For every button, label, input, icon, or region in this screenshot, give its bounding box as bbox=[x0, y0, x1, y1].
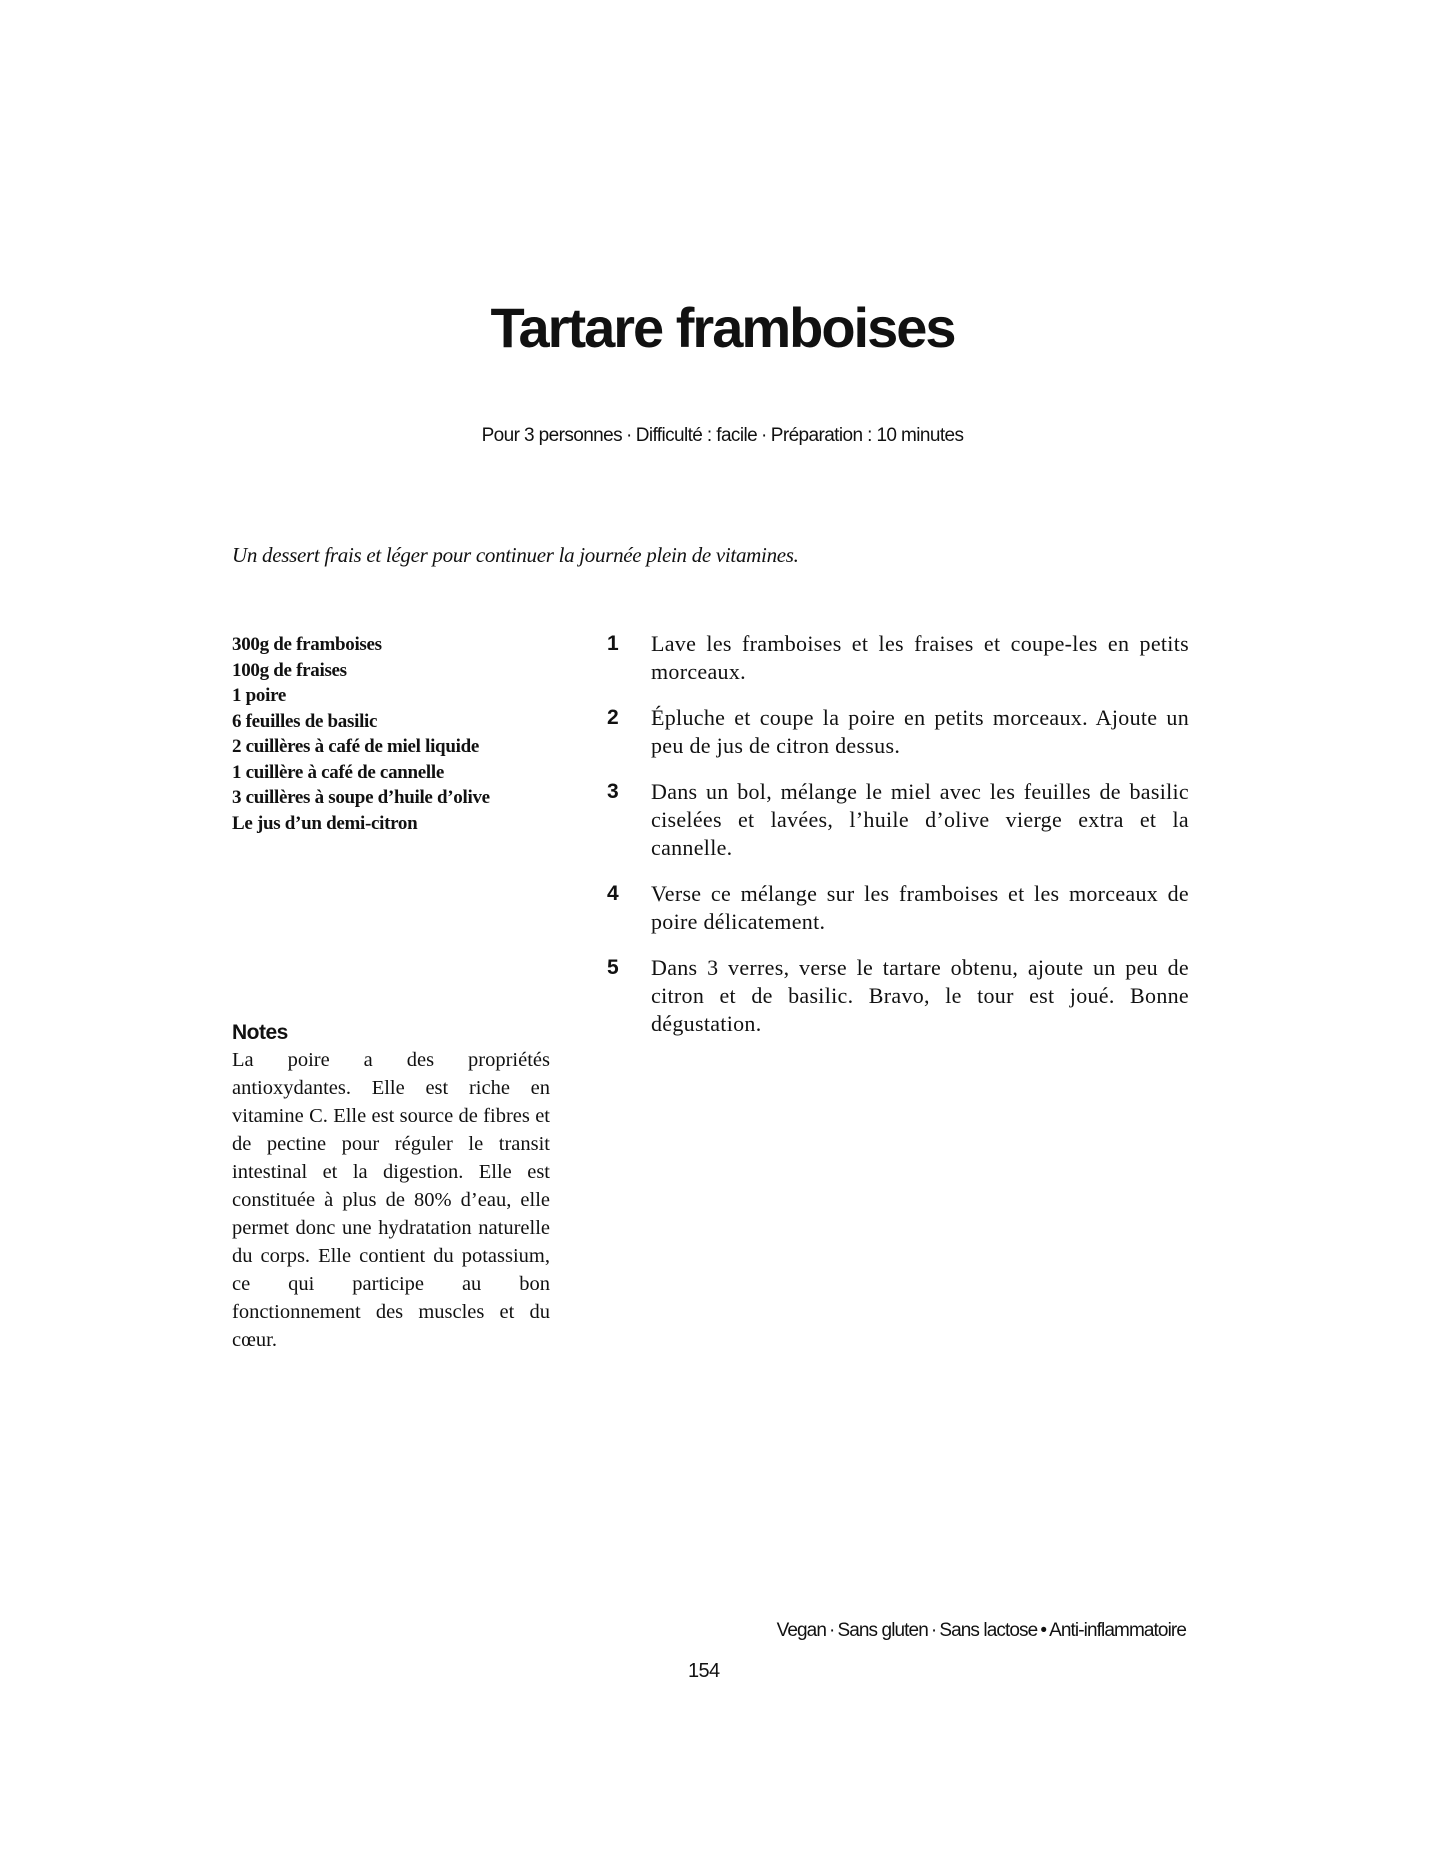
ingredients-list bbox=[232, 632, 552, 836]
meta-separator: · bbox=[761, 425, 767, 446]
tag-separator: · bbox=[930, 1620, 937, 1641]
ingredient-item: 1 cuillère à café de cannelle bbox=[232, 761, 445, 783]
notes-section bbox=[232, 1020, 550, 1354]
step-number: 2 bbox=[607, 706, 619, 729]
tag-lactose-free: Sans lactose bbox=[939, 1620, 1038, 1641]
tag-gluten-free: Sans gluten bbox=[837, 1620, 928, 1641]
ingredient-item: 6 feuilles de basilic bbox=[232, 710, 378, 732]
ingredient-item: 300g de framboises bbox=[232, 634, 382, 655]
step-number: 1 bbox=[607, 632, 619, 655]
tag-vegan: Vegan bbox=[776, 1620, 826, 1641]
step-text: Dans un bol, mélange le miel avec les feuilles de basilic ciselées et lavées, l’huile d’olive vierge extra et la cannelle. bbox=[651, 779, 1189, 860]
meta-separator: · bbox=[626, 425, 632, 446]
tag-separator: • bbox=[1040, 1620, 1047, 1641]
step-item bbox=[604, 630, 1189, 686]
step-item bbox=[604, 704, 1189, 760]
notes-body: La poire a des propriétés antioxydantes. Elle est riche en vitamine C. Elle est source de fibres et de pectine pour réguler le transit intestinal et la digestion. Elle est constituée à plus de 80% d’eau, elle permet donc une hydratation naturelle du corps. Elle contient du potassium, ce qui participe au bon fonctionnement des muscles et du cœur. bbox=[232, 1049, 550, 1351]
ingredient-item: Le jus d’un demi-citron bbox=[232, 812, 418, 834]
tag-separator: · bbox=[829, 1620, 835, 1641]
recipe-intro: Un dessert frais et léger pour continuer la journée plein de vitamines. bbox=[232, 543, 799, 567]
step-item bbox=[604, 880, 1189, 936]
ingredient-item: 1 poire bbox=[232, 685, 287, 706]
step-text: Épluche et coupe la poire en petits morceaux. Ajoute un peu de jus de citron dessus. bbox=[651, 705, 1189, 758]
step-text: Dans 3 verres, verse le tartare obtenu, ajoute un peu de citron et de basilic. Bravo, le tour est joué. Bonne dégustation. bbox=[651, 955, 1189, 1036]
page-number: 154 bbox=[688, 1660, 720, 1682]
step-item bbox=[604, 954, 1189, 1038]
step-text: Lave les framboises et les fraises et coupe-les en petits morceaux. bbox=[651, 631, 1189, 684]
ingredient-item: 3 cuillères à soupe d’huile d’olive bbox=[232, 787, 490, 808]
servings: Pour 3 personnes bbox=[481, 425, 622, 446]
step-number: 5 bbox=[607, 956, 619, 979]
ingredient-item: 2 cuillères à café de miel liquide bbox=[232, 736, 479, 757]
steps-list bbox=[604, 630, 1189, 1056]
recipe-title: Tartare framboises bbox=[490, 296, 955, 359]
preparation-time: Préparation : 10 minutes bbox=[770, 425, 964, 446]
step-number: 4 bbox=[607, 882, 619, 905]
notes-title: Notes bbox=[232, 1021, 288, 1044]
step-number: 3 bbox=[607, 780, 619, 803]
step-text: Verse ce mélange sur les framboises et les morceaux de poire délicatement. bbox=[651, 881, 1189, 934]
difficulty: Difficulté : facile bbox=[635, 425, 758, 446]
diet-tags bbox=[777, 1620, 1186, 1642]
recipe-meta bbox=[0, 425, 1445, 447]
tag-anti-inflammatory: Anti-inflammatoire bbox=[1049, 1620, 1186, 1641]
step-item bbox=[604, 778, 1189, 862]
ingredient-item: 100g de fraises bbox=[232, 659, 347, 681]
